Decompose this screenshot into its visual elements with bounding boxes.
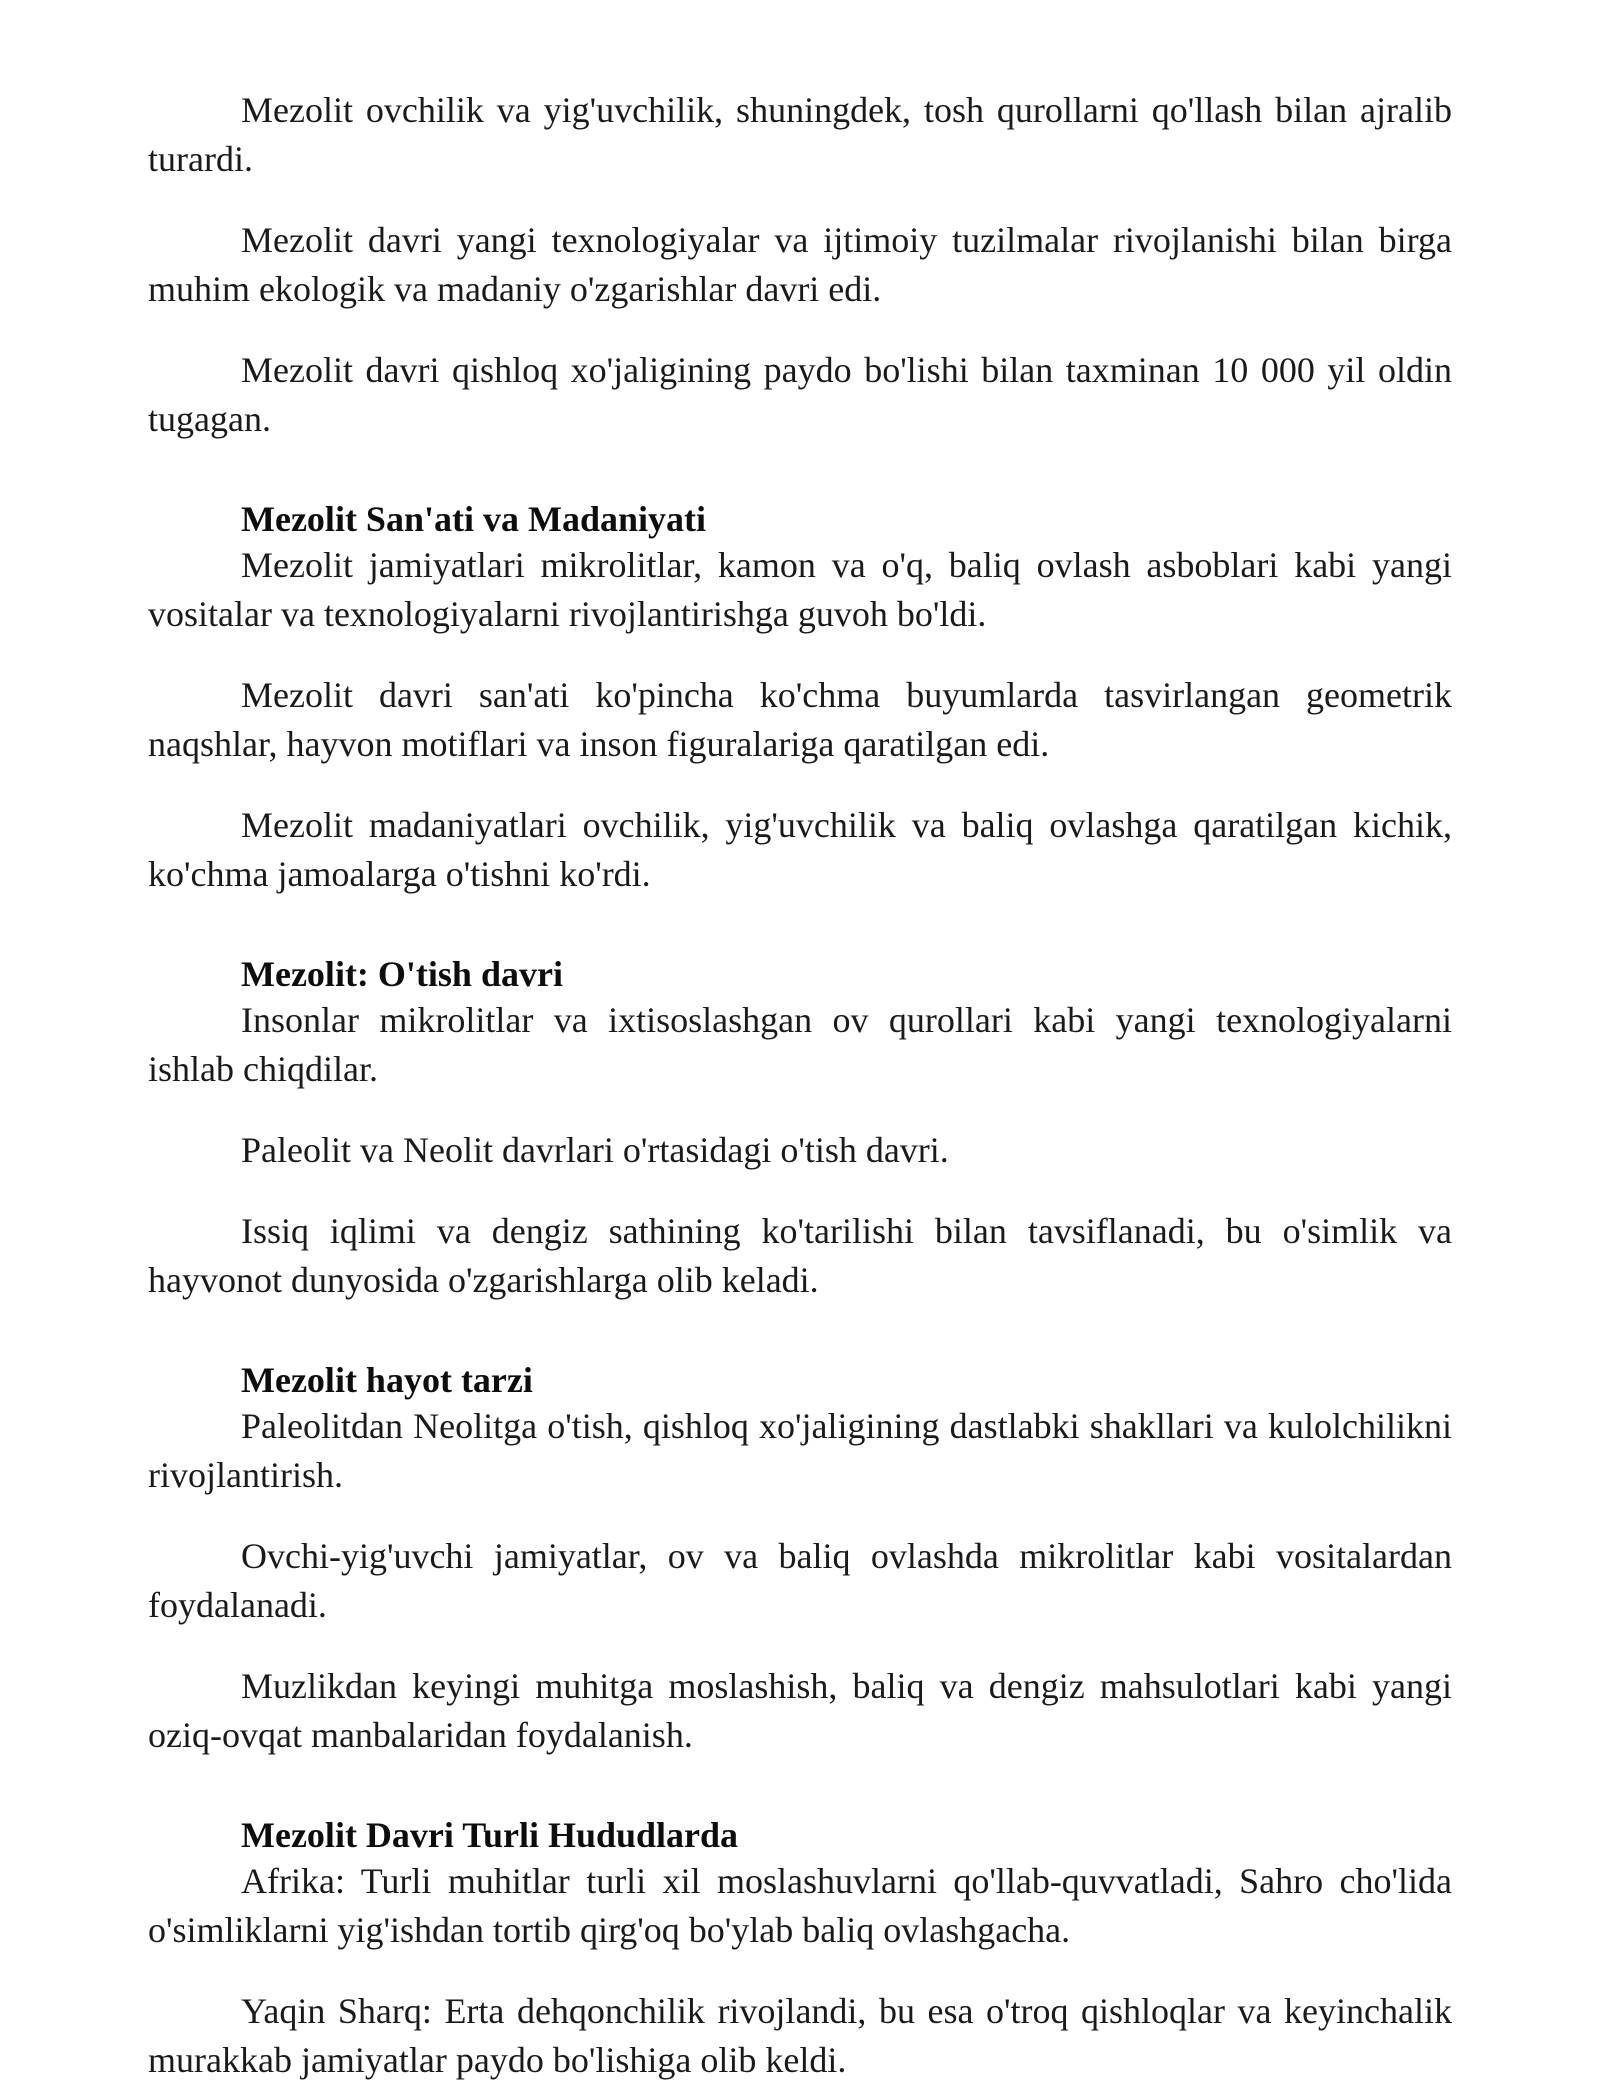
section-heading: Mezolit: O'tish davri (241, 954, 563, 994)
paragraph: Mezolit davri yangi texnologiyalar va ijtimoiy tuzilmalar rivojlanishi bilan birga muhim ekologik va madaniy o'zgarishlar davri edi. (148, 220, 1452, 309)
paragraph: Mezolit madaniyatlari ovchilik, yig'uvchilik va baliq ovlashga qaratilgan kichik, ko'chma jamoalarga o'tishni ko'rdi. (148, 805, 1452, 894)
section-art-culture (148, 498, 1452, 899)
paragraph: Ovchi-yig'uvchi jamiyatlar, ov va baliq ovlashda mikrolitlar kabi vositalardan foydalanadi. (148, 1536, 1452, 1625)
paragraph: Afrika: Turli muhitlar turli xil moslashuvlarni qo'llab-quvvatladi, Sahro cho'lida o'simliklarni yig'ishdan tortib qirg'oq bo'ylab baliq ovlashgacha. (148, 1861, 1452, 1950)
section-regions (148, 1814, 1452, 2085)
paragraph: Mezolit davri san'ati ko'pincha ko'chma buyumlarda tasvirlangan geometrik naqshlar, hayvon motiflari va inson figuralariga qaratilgan edi. (148, 675, 1452, 764)
paragraph: Yaqin Sharq: Erta dehqonchilik rivojlandi, bu esa o'troq qishloqlar va keyinchalik murakkab jamiyatlar paydo bo'lishiga olib keldi. (148, 1991, 1452, 2080)
paragraph: Mezolit davri qishloq xo'jaligining paydo bo'lishi bilan taxminan 10 000 yil oldin tugagan. (148, 350, 1452, 439)
paragraph: Mezolit jamiyatlari mikrolitlar, kamon va o'q, baliq ovlash asboblari kabi yangi vositalar va texnologiyalarni rivojlantirishga guvoh bo'ldi. (148, 545, 1452, 634)
section-heading: Mezolit Davri Turli Hududlarda (241, 1815, 739, 1855)
paragraph: Mezolit ovchilik va yig'uvchilik, shuningdek, tosh qurollarni qo'llash bilan ajralib turardi. (148, 90, 1452, 179)
section-lifestyle (148, 1359, 1452, 1760)
section-transition (148, 953, 1452, 1305)
paragraph: Muzlikdan keyingi muhitga moslashish, baliq va dengiz mahsulotlari kabi yangi oziq-ovqat manbalaridan foydalanish. (148, 1666, 1452, 1755)
paragraph: Issiq iqlimi va dengiz sathining ko'tarilishi bilan tavsiflanadi, bu o'simlik va hayvonot dunyosida o'zgarishlarga olib keladi. (148, 1211, 1452, 1300)
intro-block (148, 86, 1452, 444)
paragraph: Paleolit va Neolit davrlari o'rtasidagi o'tish davri. (241, 1130, 949, 1170)
paragraph: Paleolitdan Neolitga o'tish, qishloq xo'jaligining dastlabki shakllari va kulolchilikni rivojlantirish. (148, 1406, 1452, 1495)
section-heading: Mezolit San'ati va Madaniyati (241, 499, 706, 539)
section-heading: Mezolit hayot tarzi (241, 1360, 533, 1400)
paragraph: Insonlar mikrolitlar va ixtisoslashgan ov qurollari kabi yangi texnologiyalarni ishlab chiqdilar. (148, 1000, 1452, 1089)
